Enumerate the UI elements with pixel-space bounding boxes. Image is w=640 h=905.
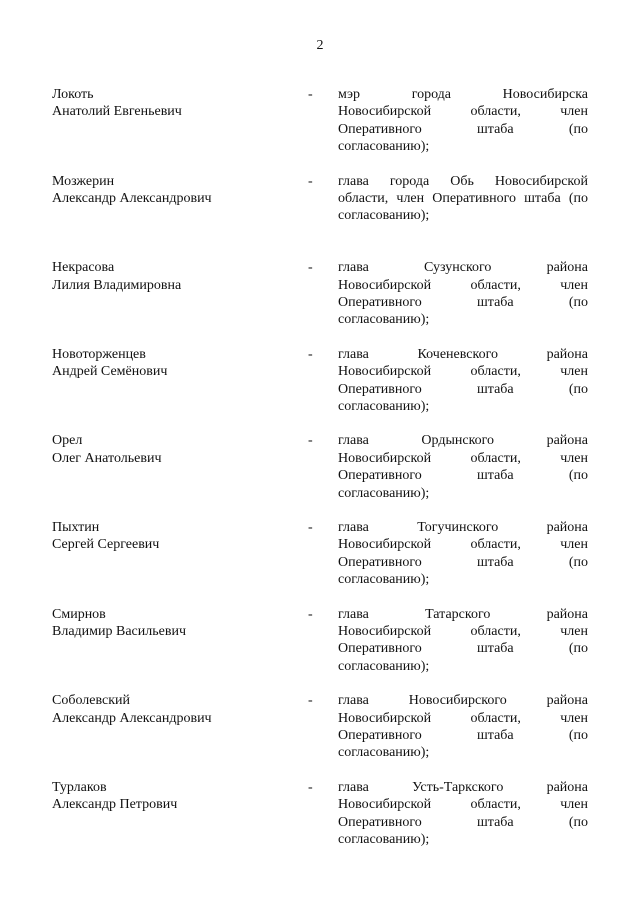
role-line: мэр города Новосибирска (338, 87, 588, 102)
member-given-name: Александр Петрович (52, 797, 178, 813)
separator-dash: - (308, 779, 313, 795)
role-line: области, член Оперативного штаба (по (338, 191, 588, 206)
role-line: глава Ордынского района (338, 433, 588, 449)
member-role (338, 346, 588, 416)
role-line: Новосибирской области, член (338, 710, 588, 726)
role-line: Новосибирской области, член (338, 364, 588, 380)
role-line: Новосибирской области, член (338, 277, 588, 293)
role-line: согласованию); (338, 831, 430, 847)
role-line: Оперативного штаба (по (338, 727, 588, 743)
page-number: 2 (316, 38, 324, 53)
role-line: Новосибирской области, член (338, 450, 588, 466)
role-line: Оперативного штаба (по (338, 381, 588, 397)
member-role (338, 432, 588, 502)
role-line: согласованию); (338, 208, 430, 224)
separator-dash: - (308, 519, 313, 535)
role-line: согласованию); (338, 139, 430, 155)
role-line: Оперативного штаба (по (338, 554, 588, 570)
member-given-name: Лилия Владимировна (52, 277, 182, 293)
role-line: Оперативного штаба (по (338, 641, 588, 657)
member-name (52, 692, 302, 727)
separator-dash: - (308, 606, 313, 622)
member-given-name: Олег Анатольевич (52, 450, 162, 466)
member-surname: Мозжерин (52, 173, 115, 189)
role-line: Оперативного штаба (по (338, 468, 588, 484)
list-item (52, 173, 592, 260)
separator-dash: - (308, 260, 313, 276)
member-role (338, 692, 588, 762)
role-line: Новосибирской области, член (338, 623, 588, 639)
role-line: глава Татарского района (338, 606, 588, 622)
member-name (52, 606, 302, 641)
role-line: Новосибирской области, член (338, 104, 588, 120)
member-name (52, 779, 302, 814)
member-role (338, 779, 588, 849)
role-line: согласованию); (338, 399, 430, 414)
separator-dash: - (308, 433, 313, 449)
member-role (338, 173, 588, 225)
role-line: глава Новосибирского района (338, 693, 588, 709)
member-surname: Некрасова (52, 260, 115, 276)
member-role (338, 606, 588, 676)
role-line: Новосибирской области, член (338, 537, 588, 553)
member-given-name: Владимир Васильевич (52, 623, 186, 639)
member-surname: Турлаков (52, 779, 107, 795)
member-given-name: Андрей Семёнович (52, 364, 168, 380)
role-line: согласованию); (338, 745, 430, 761)
role-line: глава города Обь Новосибирской (338, 173, 588, 189)
list-item (52, 432, 592, 519)
members-list (52, 86, 592, 865)
separator-dash: - (308, 693, 313, 709)
member-name (52, 259, 302, 294)
member-surname: Пыхтин (52, 519, 100, 535)
role-line: согласованию); (338, 485, 430, 501)
member-name (52, 432, 302, 467)
list-item (52, 346, 592, 433)
member-surname: Соболевский (52, 693, 131, 709)
role-line: глава Тогучинского района (338, 519, 588, 535)
role-line: Оперативного штаба (по (338, 121, 588, 137)
member-given-name: Александр Александрович (52, 191, 212, 206)
list-item (52, 692, 592, 779)
list-item (52, 606, 592, 693)
member-surname: Смирнов (52, 606, 106, 622)
member-name (52, 173, 302, 208)
member-surname: Орел (52, 433, 83, 449)
member-role (338, 519, 588, 589)
member-surname: Новоторженцев (52, 346, 146, 362)
role-line: согласованию); (338, 572, 430, 588)
role-line: согласованию); (338, 658, 430, 674)
member-name (52, 519, 302, 554)
role-line: глава Усть-Таркского района (338, 779, 588, 795)
list-item (52, 86, 592, 173)
member-surname: Локоть (52, 87, 94, 102)
role-line: глава Сузунского района (338, 260, 588, 276)
list-item (52, 259, 592, 346)
member-given-name: Александр Александрович (52, 710, 212, 726)
role-line: Оперативного штаба (по (338, 295, 588, 310)
member-given-name: Анатолий Евгеньевич (52, 104, 182, 120)
role-line: Новосибирской области, член (338, 797, 588, 813)
separator-dash: - (308, 173, 313, 189)
role-line: глава Коченевского района (338, 346, 588, 362)
list-item (52, 519, 592, 606)
member-name (52, 86, 302, 121)
member-given-name: Сергей Сергеевич (52, 537, 160, 553)
member-name (52, 346, 302, 381)
role-line: Оперативного штаба (по (338, 814, 588, 830)
member-role (338, 259, 588, 329)
role-line: согласованию); (338, 312, 430, 328)
member-role (338, 86, 588, 156)
list-item (52, 779, 592, 866)
separator-dash: - (308, 87, 313, 102)
separator-dash: - (308, 346, 313, 362)
